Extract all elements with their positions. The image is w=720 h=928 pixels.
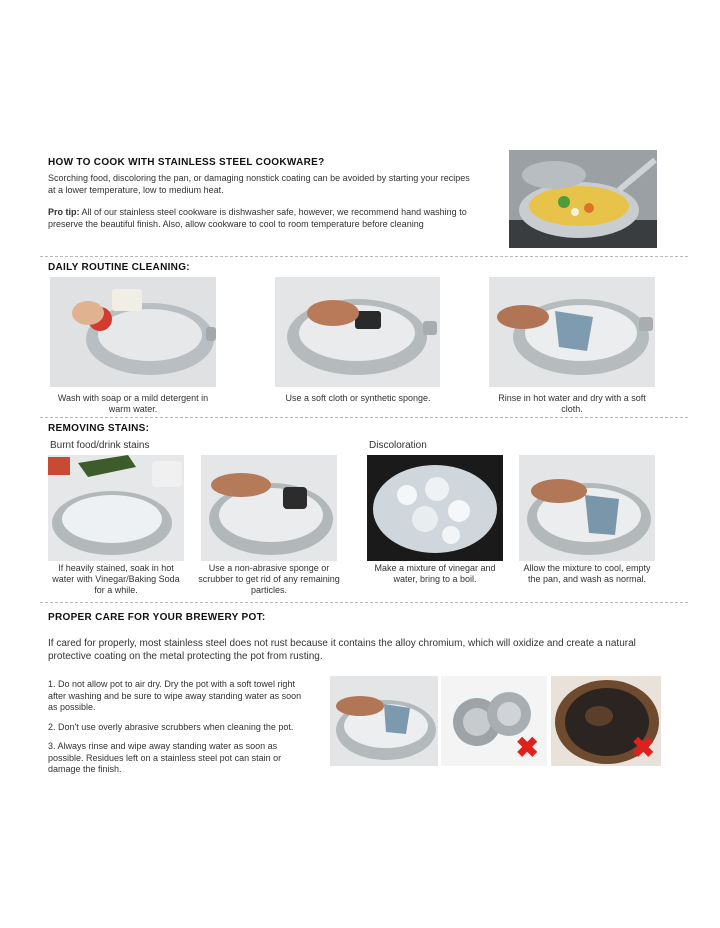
pro-tip bbox=[48, 207, 478, 230]
daily-heading: DAILY ROUTINE CLEANING: bbox=[48, 262, 190, 273]
stains-caption-2: Use a non-abrasive sponge or scrubber to get rid of any remaining particles. bbox=[198, 563, 340, 595]
intro-paragraph bbox=[48, 173, 478, 196]
towel-dry-photo bbox=[330, 676, 438, 766]
care-item-2: 2. Don't use overly abrasive scrubbers when cleaning the pot. bbox=[48, 721, 294, 732]
divider-3 bbox=[40, 602, 688, 603]
daily-caption-1: Wash with soap or a mild detergent in warm water. bbox=[57, 393, 209, 414]
pro-tip-text: All of our stainless steel cookware is dishwasher safe, however, we recommend hand washing to preserve the beautiful finish. Also, allow cookware to cool to room temperature before cleaning bbox=[48, 207, 467, 229]
soft-sponge-photo bbox=[275, 277, 440, 387]
intro-heading: HOW TO COOK WITH STAINLESS STEEL COOKWARE? bbox=[48, 157, 325, 168]
divider-1 bbox=[40, 256, 688, 257]
stains-caption-3: Make a mixture of vinegar and water, bring to a boil. bbox=[374, 563, 496, 584]
pro-tip-label: Pro tip: bbox=[48, 207, 80, 217]
wok-cooking-photo bbox=[509, 150, 657, 248]
stains-heading: REMOVING STAINS: bbox=[48, 423, 150, 434]
daily-caption-3: Rinse in hot water and dry with a soft cloth. bbox=[498, 393, 646, 414]
discoloration-label: Discoloration bbox=[369, 440, 427, 451]
care-item-3: 3. Always rinse and wipe away standing water as soon as possible. Residues left on a stainless steel pot can stain or damage the finish. bbox=[48, 741, 282, 774]
rinse-dry-photo bbox=[489, 277, 655, 387]
care-paragraph: If cared for properly, most stainless steel does not rust because it contains the alloy chromium, which will oxidize and create a natural protective coating on the metal protecting the pot from rusting. bbox=[48, 638, 636, 662]
care-item-1: 1. Do not allow pot to air dry. Dry the pot with a soft towel right after washing and be sure to wipe away standing water as soon as possible. bbox=[48, 679, 302, 712]
wash-soap-photo bbox=[50, 277, 216, 387]
soak-vinegar-photo bbox=[48, 455, 184, 561]
wash-normal-photo bbox=[519, 455, 655, 561]
divider-2 bbox=[40, 417, 688, 418]
cross-icon: ✖ bbox=[631, 732, 655, 763]
scrubber-photo bbox=[201, 455, 337, 561]
burnt-pot-photo bbox=[551, 676, 661, 766]
stains-caption-1: If heavily stained, soak in hot water with Vinegar/Baking Soda for a while. bbox=[52, 563, 180, 595]
care-list bbox=[48, 679, 313, 784]
cross-icon: ✖ bbox=[515, 732, 539, 763]
care-heading: PROPER CARE FOR YOUR BREWERY POT: bbox=[48, 612, 266, 623]
steel-wool-photo bbox=[441, 676, 547, 766]
daily-caption-2: Use a soft cloth or synthetic sponge. bbox=[285, 393, 431, 403]
burnt-stains-label: Burnt food/drink stains bbox=[50, 440, 150, 451]
stains-caption-4: Allow the mixture to cool, empty the pan, and wash as normal. bbox=[523, 563, 651, 584]
intro-text: Scorching food, discoloring the pan, or damaging nonstick coating can be avoided by starting your recipes at a lower temperature, low to medium heat. bbox=[48, 173, 470, 195]
boiling-water-photo bbox=[367, 455, 503, 561]
